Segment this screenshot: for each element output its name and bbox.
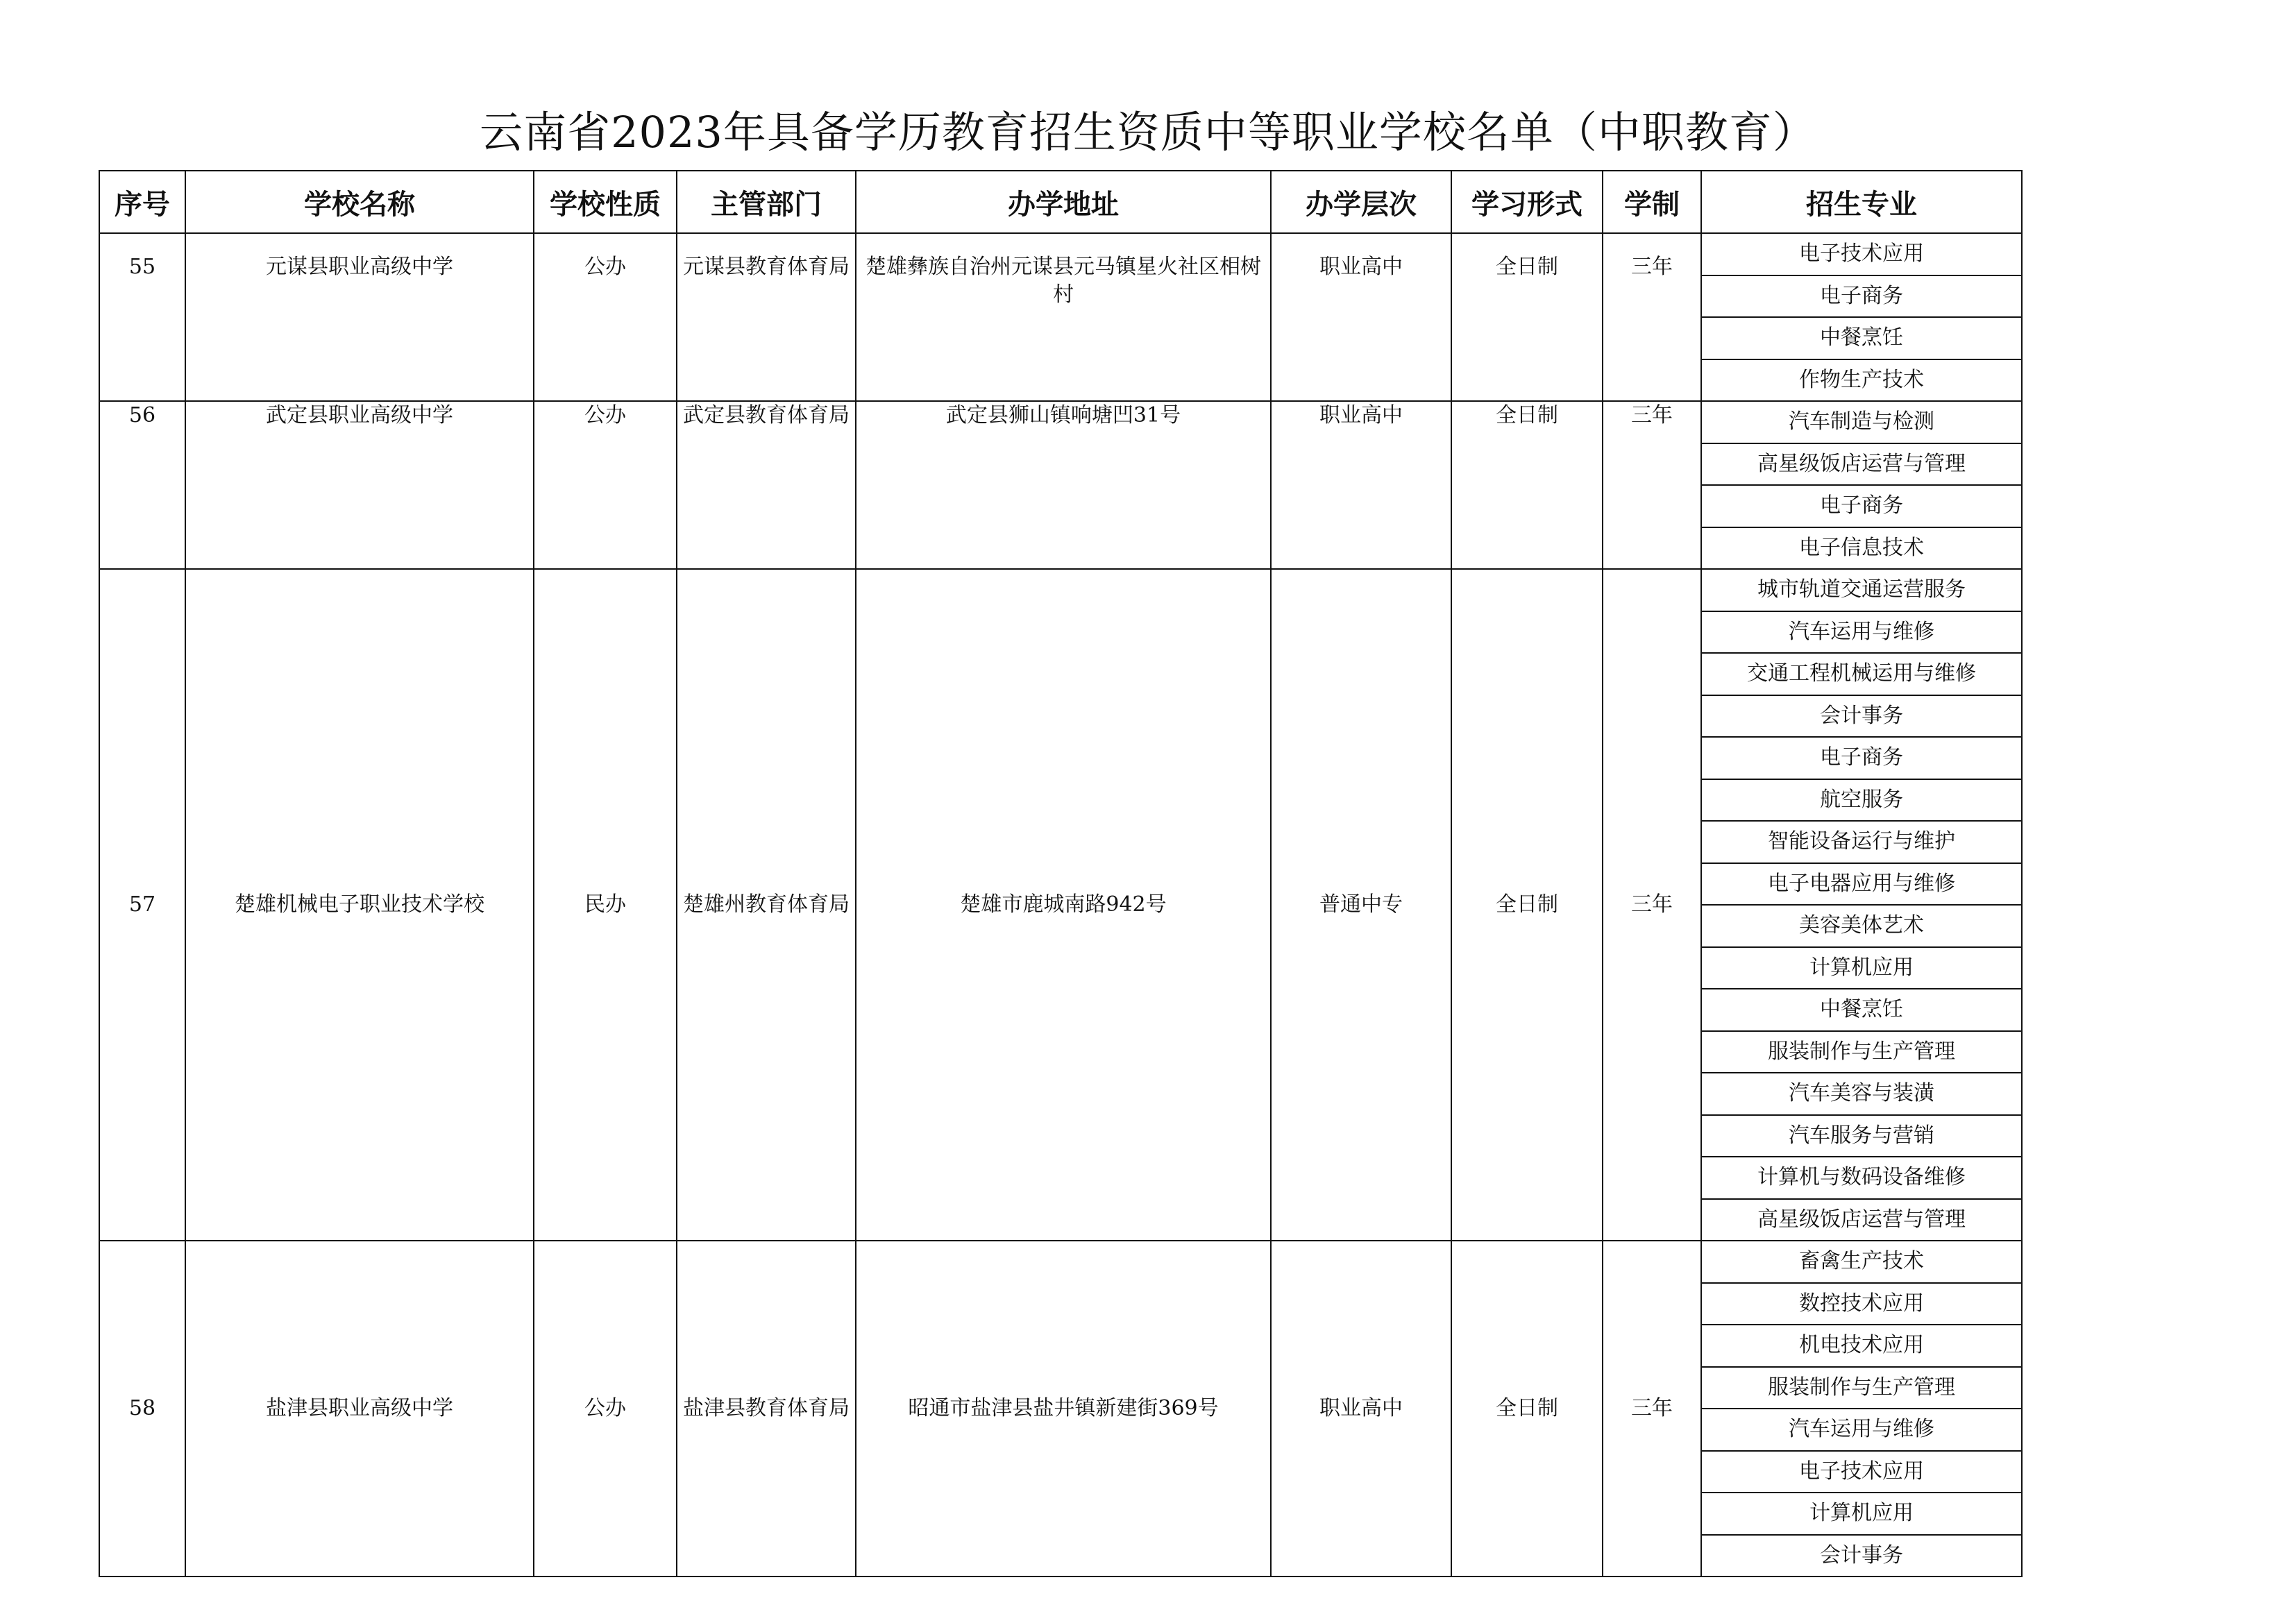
major-cell: 电子技术应用: [1701, 1451, 2022, 1493]
major-cell: 作物生产技术: [1701, 359, 2022, 402]
page-title: 云南省2023年具备学历教育招生资质中等职业学校名单（中职教育）: [480, 107, 1816, 158]
major-cell: 电子商务: [1701, 485, 2022, 527]
header-duration: 学制: [1603, 171, 1701, 233]
major-cell: 高星级饭店运营与管理: [1701, 443, 2022, 486]
major-cell: 计算机应用: [1701, 947, 2022, 989]
school-type-cell: 公办: [534, 401, 677, 569]
department-cell: 元谋县教育体育局: [677, 233, 856, 401]
major-cell: 会计事务: [1701, 695, 2022, 738]
address-cell: 楚雄市鹿城南路942号: [856, 569, 1271, 1241]
major-cell: 服装制作与生产管理: [1701, 1367, 2022, 1409]
major-cell: 电子商务: [1701, 737, 2022, 779]
table-row: [99, 1241, 2022, 1283]
department-cell: 楚雄州教育体育局: [677, 569, 856, 1241]
major-cell: 计算机应用: [1701, 1493, 2022, 1535]
level-cell: 职业高中: [1271, 401, 1451, 569]
seq-cell: 57: [99, 569, 185, 1241]
duration-cell: 三年: [1603, 569, 1701, 1241]
major-cell: 畜禽生产技术: [1701, 1241, 2022, 1283]
school-name-cell: 盐津县职业高级中学: [185, 1241, 534, 1577]
header-address: 办学地址: [856, 171, 1271, 233]
address-cell: 昭通市盐津县盐井镇新建街369号: [856, 1241, 1271, 1577]
major-cell: 汽车服务与营销: [1701, 1115, 2022, 1157]
header-department: 主管部门: [677, 171, 856, 233]
duration-cell: 三年: [1603, 401, 1701, 569]
department-cell: 武定县教育体育局: [677, 401, 856, 569]
header-school-type: 学校性质: [534, 171, 677, 233]
major-cell: 汽车运用与维修: [1701, 611, 2022, 654]
school-name-cell: 楚雄机械电子职业技术学校: [185, 569, 534, 1241]
header-study-form: 学习形式: [1451, 171, 1603, 233]
major-cell: 航空服务: [1701, 779, 2022, 822]
address-cell: 武定县狮山镇响塘凹31号: [856, 401, 1271, 569]
school-table: [99, 170, 2023, 1577]
school-type-cell: 民办: [534, 569, 677, 1241]
major-cell: 高星级饭店运营与管理: [1701, 1199, 2022, 1241]
major-cell: 美容美体艺术: [1701, 905, 2022, 947]
study-form-cell: 全日制: [1451, 569, 1603, 1241]
major-cell: 智能设备运行与维护: [1701, 821, 2022, 863]
major-cell: 电子电器应用与维修: [1701, 863, 2022, 906]
major-cell: 中餐烹饪: [1701, 989, 2022, 1031]
major-cell: 汽车美容与装潢: [1701, 1073, 2022, 1115]
major-cell: 电子信息技术: [1701, 527, 2022, 570]
level-cell: 普通中专: [1271, 569, 1451, 1241]
level-cell: 职业高中: [1271, 233, 1451, 401]
major-cell: 中餐烹饪: [1701, 317, 2022, 359]
school-name-cell: 元谋县职业高级中学: [185, 233, 534, 401]
major-cell: 计算机与数码设备维修: [1701, 1157, 2022, 1199]
duration-cell: 三年: [1603, 233, 1701, 401]
school-name-cell: 武定县职业高级中学: [185, 401, 534, 569]
duration-cell: 三年: [1603, 1241, 1701, 1577]
seq-cell: 58: [99, 1241, 185, 1577]
address-cell: 楚雄彝族自治州元谋县元马镇星火社区相树村: [856, 233, 1271, 401]
table-row: [99, 401, 2022, 443]
major-cell: 交通工程机械运用与维修: [1701, 653, 2022, 695]
table-row: [99, 569, 2022, 611]
major-cell: 会计事务: [1701, 1535, 2022, 1577]
header-school-name: 学校名称: [185, 171, 534, 233]
school-type-cell: 公办: [534, 233, 677, 401]
study-form-cell: 全日制: [1451, 401, 1603, 569]
major-cell: 电子商务: [1701, 275, 2022, 318]
level-cell: 职业高中: [1271, 1241, 1451, 1577]
school-type-cell: 公办: [534, 1241, 677, 1577]
major-cell: 汽车制造与检测: [1701, 401, 2022, 443]
seq-cell: 56: [99, 401, 185, 569]
major-cell: 机电技术应用: [1701, 1325, 2022, 1367]
major-cell: 城市轨道交通运营服务: [1701, 569, 2022, 611]
major-cell: 电子技术应用: [1701, 233, 2022, 275]
major-cell: 汽车运用与维修: [1701, 1409, 2022, 1451]
study-form-cell: 全日制: [1451, 233, 1603, 401]
header-seq: 序号: [99, 171, 185, 233]
seq-cell: 55: [99, 233, 185, 401]
header-level: 办学层次: [1271, 171, 1451, 233]
table-body: [99, 233, 2022, 1577]
major-cell: 数控技术应用: [1701, 1283, 2022, 1325]
department-cell: 盐津县教育体育局: [677, 1241, 856, 1577]
header-majors: 招生专业: [1701, 171, 2022, 233]
header-row: [99, 171, 2022, 233]
major-cell: 服装制作与生产管理: [1701, 1031, 2022, 1073]
study-form-cell: 全日制: [1451, 1241, 1603, 1577]
table-row: [99, 233, 2022, 275]
